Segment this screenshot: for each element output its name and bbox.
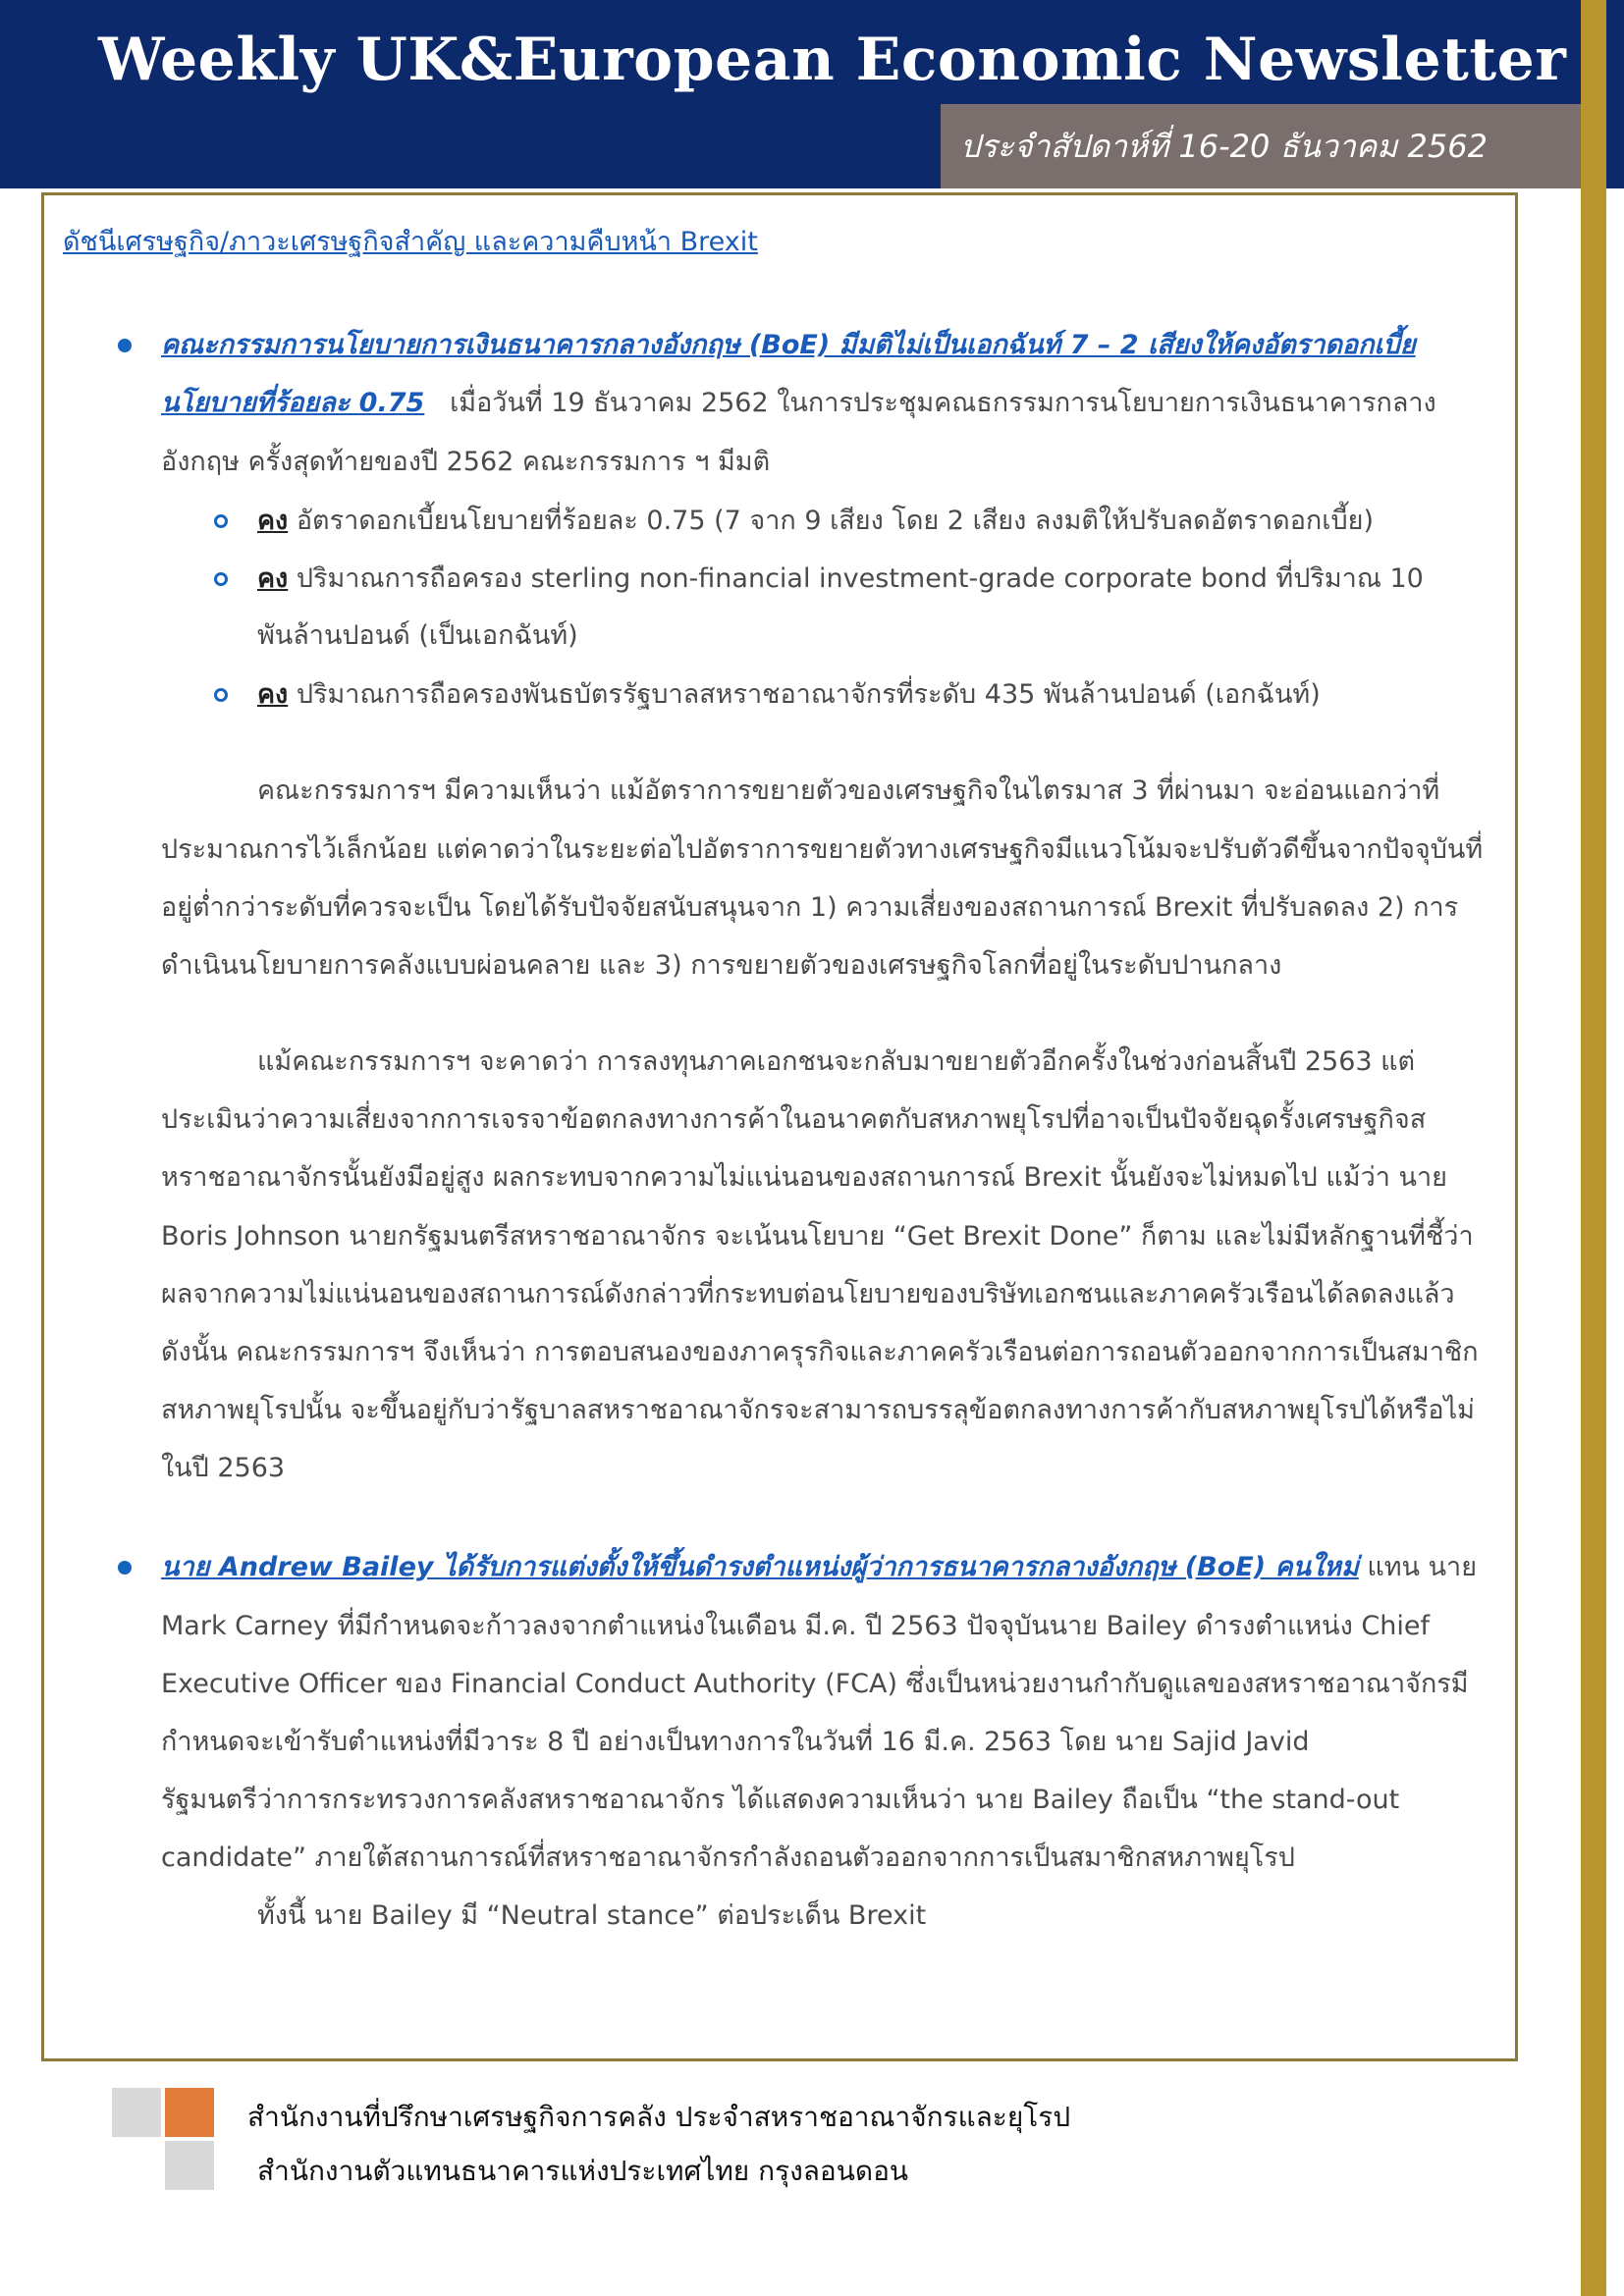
bullet-dot: [118, 339, 132, 352]
sub-item-2-text: ปริมาณการถือครอง sterling non-financial investment-grade corporate bond ที่ปริมาณ 10: [296, 563, 1424, 594]
item1-headline-link-2[interactable]: นโยบายที่ร้อยละ 0.75: [161, 388, 425, 418]
item1-headline-line1[interactable]: [161, 326, 1416, 365]
week-label: ประจำสัปดาห์ที่ 16-20 ธันวาคม 2562: [960, 128, 1488, 165]
item1-text-line2: เมื่อวันที่ 19 ธันวาคม 2562 ในการประชุมคณธกรรมการนโยบายการเงินธนาคารกลาง: [450, 388, 1436, 418]
item2-last-line: ทั้งนี้ นาย Bailey มี “Neutral stance” ต่อประเด็น Brexit: [257, 1900, 927, 1931]
para2-line: ประเมินว่าความเสี่ยงจากการเจรจาข้อตกลงทางการค้าในอนาคตกับสหภาพยุโรปที่อาจเป็นปัจจัยฉุดรั้งเศรษฐกิจส: [161, 1104, 1427, 1135]
item2-line: Mark Carney ที่มีกำหนดจะก้าวลงจากตำแหน่งในเดือน มี.ค. ปี 2563 ปัจจุบันนาย Bailey ดำรงตำแหน่ง Chief: [161, 1611, 1430, 1641]
footer-square-orange: [165, 2088, 214, 2137]
keep-word: คง: [257, 679, 289, 710]
para2-line: แม้คณะกรรมการฯ จะคาดว่า การลงทุนภาคเอกชนจะกลับมาขยายตัวอีกครั้งในช่วงก่อนสิ้นปี 2563 แต่: [257, 1046, 1416, 1077]
footer-office-line2: สำนักงานตัวแทนธนาคารแห่งประเทศไทย กรุงลอนดอน: [257, 2155, 909, 2187]
item2-line: รัฐมนตรีว่าการกระทรวงการคลังสหราชอาณาจักร ได้แสดงความเห็นว่า นาย Bailey ถือเป็น “the stand-out: [161, 1785, 1400, 1815]
para1-line: อยู่ต่ำกว่าระดับที่ควรจะเป็น โดยได้รับปัจจัยสนับสนุนจาก 1) ความเสี่ยงของสถานการณ์ Brexit ที่ปรับลดลง 2) การ: [161, 892, 1459, 923]
newsletter-title: Weekly UK&European Economic Newsletter: [98, 26, 1567, 94]
footer-square-gray: [165, 2141, 214, 2190]
item1-headline-link[interactable]: คณะกรรมการนโยบายการเงินธนาคารกลางอังกฤษ (BoE) มีมติไม่เป็นเอกฉันท์ 7 – 2 เสียงให้คงอัตราดอกเบี้ย: [161, 330, 1416, 360]
footer-square-gray: [112, 2088, 161, 2137]
item2-line: candidate” ภายใต้สถานการณ์ที่สหราชอาณาจักรกำลังถอนตัวออกจากการเป็นสมาชิกสหภาพยุโรป: [161, 1842, 1295, 1873]
item2-line: Executive Officer ของ Financial Conduct Authority (FCA) ซึ่งเป็นหน่วยงานกำกับดูแลของสหราชอาณาจักรมี: [161, 1669, 1469, 1699]
section-heading-link[interactable]: ดัชนีเศรษฐกิจ/ภาวะเศรษฐกิจสำคัญ และความคืบหน้า Brexit: [63, 227, 758, 257]
keep-word: คง: [257, 506, 289, 536]
footer-office-line1: สำนักงานที่ปรึกษาเศรษฐกิจการคลัง ประจำสหราชอาณาจักรและยุโรป: [247, 2101, 1071, 2133]
sub-item-2: [257, 560, 1424, 599]
sub-item-1: [257, 502, 1374, 541]
keep-word: คง: [257, 563, 289, 594]
para2-line: ผลจากความไม่แน่นอนของสถานการณ์ดังกล่าวที่กระทบต่อนโยบายของบริษัทเอกชนและภาคครัวเรือนได้ลดลงแล้ว: [161, 1279, 1455, 1309]
para2-line: ดังนั้น คณะกรรมการฯ จึงเห็นว่า การตอบสนองของภาครุรกิจและภาคครัวเรือนต่อการถอนตัวออกจากการเป็นสมาชิก: [161, 1337, 1479, 1367]
circle-bullet: [214, 572, 228, 586]
gold-side-bar: [1581, 0, 1606, 2296]
item2-headline-tail: แทน นาย: [1367, 1552, 1478, 1582]
para2-line: หราชอาณาจักรนั้นยังมีอยู่สูง ผลกระทบจากความไม่แน่นอนของสถานการณ์ Brexit นั้นยังจะไม่หมดไป แม้ว่า นาย: [161, 1162, 1447, 1193]
item2-headline-link[interactable]: นาย Andrew Bailey ได้รับการแต่งตั้งให้ขึ้นดำรงตำแหน่งผู้ว่าการธนาคารกลางอังกฤษ (BoE) คนใหม่: [161, 1552, 1359, 1582]
sub-item-2-line2: พันล้านปอนด์ (เป็นเอกฉันท์): [257, 620, 578, 651]
para1-line: ดำเนินนโยบายการคลังแบบผ่อนคลาย และ 3) การขยายตัวของเศรษฐกิจโลกที่อยู่ในระดับปานกลาง: [161, 950, 1282, 981]
item2-line: กำหนดจะเข้ารับตำแหน่งที่มีวาระ 8 ปี อย่างเป็นทางการในวันที่ 16 มี.ค. 2563 โดย นาย Sajid Javid: [161, 1727, 1310, 1757]
sub-item-1-text: อัตราดอกเบี้ยนโยบายที่ร้อยละ 0.75 (7 จาก 9 เสียง โดย 2 เสียง ลงมติให้ปรับลดอัตราดอกเบี้ย): [296, 506, 1374, 536]
item1-text-line3: อังกฤษ ครั้งสุดท้ายของปี 2562 คณะกรรมการ ฯ มีมติ: [161, 447, 771, 477]
circle-bullet: [214, 688, 228, 702]
para2-line: ในปี 2563: [161, 1453, 286, 1483]
bullet-dot: [118, 1561, 132, 1575]
para1-line: คณะกรรมการฯ มีความเห็นว่า แม้อัตราการขยายตัวของเศรษฐกิจในไตรมาส 3 ที่ผ่านมา จะอ่อนแอกว่าที่: [257, 775, 1440, 806]
para2-line: สหภาพยุโรปนั้น จะขึ้นอยู่กับว่ารัฐบาลสหราชอาณาจักรจะสามารถบรรลุข้อตกลงทางการค้ากับสหภาพยุโรปได้หรือไม่: [161, 1395, 1475, 1425]
sub-item-3: [257, 675, 1321, 715]
item2-headline-line: [161, 1548, 1477, 1587]
circle-bullet: [214, 514, 228, 528]
para2-line: Boris Johnson นายกรัฐมนตรีสหราชอาณาจักร จะเน้นนโยบาย “Get Brexit Done” ก็ตาม และไม่มีหลักฐานที่ชี้ว่า: [161, 1221, 1474, 1252]
sub-item-3-text: ปริมาณการถือครองพันธบัตรรัฐบาลสหราชอาณาจักรที่ระดับ 435 พันล้านปอนด์ (เอกฉันท์): [296, 679, 1321, 710]
item1-line2: [161, 384, 1436, 423]
para1-line: ประมาณการไว้เล็กน้อย แต่คาดว่าในระยะต่อไปอัตราการขยายตัวทางเศรษฐกิจมีแนวโน้มจะปรับตัวดีขึ้นจากปัจจุบันที่: [161, 834, 1484, 865]
